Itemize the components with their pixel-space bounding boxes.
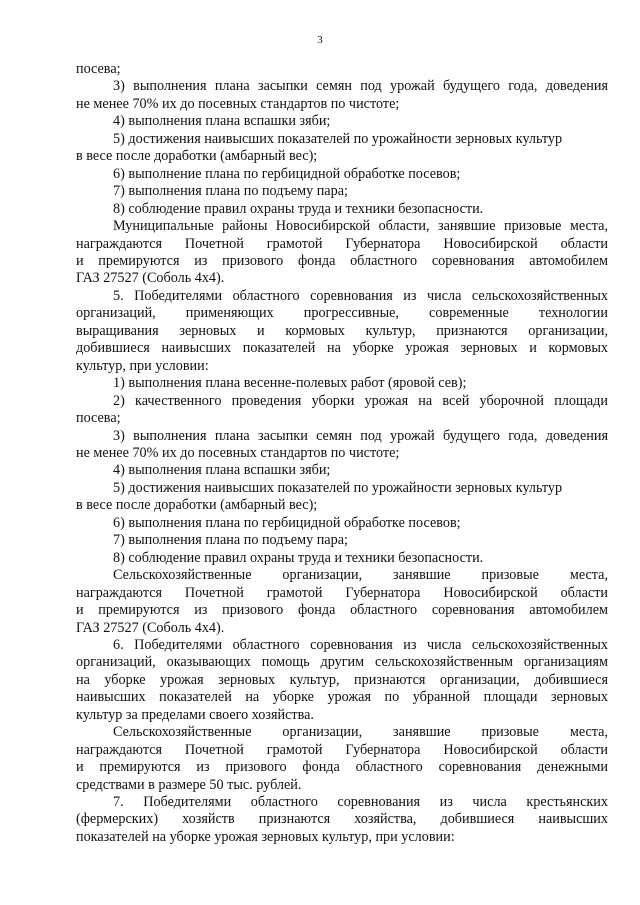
text-line: награждаются Почетной грамотой Губернатора Новосибирской области bbox=[76, 741, 608, 758]
text-line: 7) выполнения плана по подъему пара; bbox=[113, 532, 348, 549]
text-line: 8) соблюдение правил охраны труда и техники безопасности. bbox=[113, 549, 484, 566]
text-line: 6. Победителями областного соревнования из числа сельскохозяйственных bbox=[113, 636, 608, 653]
text-line: наивысших показателей на уборке урожая по убранной площади зерновых bbox=[76, 689, 608, 706]
text-line: 4) выполнения плана вспашки зяби; bbox=[113, 462, 331, 479]
text-line: 1) выполнения плана весенне-полевых работ (яровой сев); bbox=[113, 375, 467, 392]
text-line: на уборке урожая зерновых культур, признаются организации, добившиеся bbox=[76, 671, 608, 688]
text-line: культур, при условии: bbox=[76, 357, 209, 374]
text-line: 8) соблюдение правил охраны труда и техники безопасности. bbox=[113, 200, 484, 217]
text-line: в весе после доработки (амбарный вес); bbox=[76, 148, 318, 165]
text-line: Муниципальные районы Новосибирской области, занявшие призовые места, bbox=[113, 218, 608, 235]
text-line: 3) выполнения плана засыпки семян под урожай будущего года, доведения bbox=[113, 78, 608, 95]
text-line: 7. Победителями областного соревнования из числа крестьянских bbox=[113, 794, 608, 811]
text-line: и премируются из призового фонда областного соревнования автомобилем bbox=[76, 602, 608, 619]
text-line: ГАЗ 27527 (Соболь 4х4). bbox=[76, 619, 225, 636]
text-line: в весе после доработки (амбарный вес); bbox=[76, 497, 318, 514]
text-line: организаций, оказывающих помощь другим сельскохозяйственным организациям bbox=[76, 654, 608, 671]
text-line: 5) достижения наивысших показателей по урожайности зерновых культур bbox=[113, 130, 563, 147]
text-line: 7) выполнения плана по подъему пара; bbox=[113, 183, 348, 200]
text-line: 6) выполнение плана по гербицидной обработке посевов; bbox=[113, 165, 461, 182]
text-line: средствами в размере 50 тыс. рублей. bbox=[76, 776, 302, 793]
text-line: ГАЗ 27527 (Соболь 4х4). bbox=[76, 270, 225, 287]
text-line: 5) достижения наивысших показателей по урожайности зерновых культур bbox=[113, 479, 563, 496]
text-line: посева; bbox=[76, 410, 121, 427]
text-line: Сельскохозяйственные организации, занявшие призовые места, bbox=[113, 724, 608, 741]
text-line: 4) выполнения плана вспашки зяби; bbox=[113, 113, 331, 130]
text-line: 6) выполнения плана по гербицидной обработке посевов; bbox=[113, 514, 461, 531]
text-line: не менее 70% их до посевных стандартов по чистоте; bbox=[76, 95, 400, 112]
text-line: награждаются Почетной грамотой Губернатора Новосибирской области bbox=[76, 235, 608, 252]
text-line: Сельскохозяйственные организации, занявшие призовые места, bbox=[113, 567, 608, 584]
document-body bbox=[76, 61, 608, 846]
text-line: организаций, применяющих прогрессивные, современные технологии bbox=[76, 305, 608, 322]
text-line: выращивания зерновых и кормовых культур, признаются организации, bbox=[76, 322, 608, 339]
text-line: добившиеся наивысших показателей на уборке урожая зерновых и кормовых bbox=[76, 340, 608, 357]
text-line: культур за пределами своего хозяйства. bbox=[76, 706, 314, 723]
text-line: и премируются из призового фонда областного соревнования денежными bbox=[76, 759, 608, 776]
text-line: показателей на уборке урожая зерновых культур, при условии: bbox=[76, 828, 455, 845]
text-line: 3) выполнения плана засыпки семян под урожай будущего года, доведения bbox=[113, 427, 608, 444]
text-line: и премируются из призового фонда областного соревнования автомобилем bbox=[76, 252, 608, 269]
text-line: 5. Победителями областного соревнования из числа сельскохозяйственных bbox=[113, 287, 608, 304]
text-line: (фермерских) хозяйств признаются хозяйства, добившиеся наивысших bbox=[76, 811, 608, 828]
text-line: 2) качественного проведения уборки урожая на всей уборочной площади bbox=[113, 392, 608, 409]
text-line: награждаются Почетной грамотой Губернатора Новосибирской области bbox=[76, 584, 608, 601]
text-line: не менее 70% их до посевных стандартов по чистоте; bbox=[76, 444, 400, 461]
text-line: посева; bbox=[76, 61, 121, 77]
page-number: 3 bbox=[317, 34, 323, 46]
